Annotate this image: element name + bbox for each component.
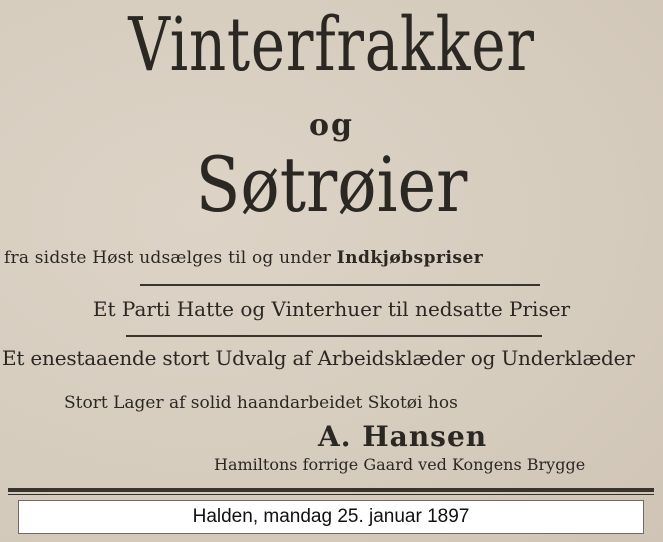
divider-rule (140, 284, 540, 286)
caption-box (18, 500, 644, 534)
bottom-rule-thick (8, 488, 654, 492)
sale-line-text: fra sidste Høst udsælges til og under (4, 248, 337, 268)
sale-line (4, 248, 483, 268)
workwear-line: Et enestaaende stort Udvalg af Arbeidsklæder og Underklæder (2, 346, 635, 370)
divider-rule (126, 335, 542, 337)
headline-sotroier: Søtrøier (195, 140, 468, 229)
headline-connector: og (309, 108, 354, 143)
headline-vinterfrakker: Vinterfrakker (128, 2, 535, 88)
shoes-line: Stort Lager af solid haandarbeidet Skotøi hos (64, 393, 458, 413)
merchant-name: A. Hansen (318, 420, 488, 453)
bottom-rule-thin (8, 494, 654, 495)
caption-text: Halden, mandag 25. januar 1897 (192, 506, 470, 527)
sale-line-emphasis: Indkjøbspriser (336, 248, 484, 268)
hats-line: Et Parti Hatte og Vinterhuer til nedsatte Priser (92, 297, 571, 321)
merchant-address: Hamiltons forrige Gaard ved Kongens Brygge (214, 455, 586, 474)
